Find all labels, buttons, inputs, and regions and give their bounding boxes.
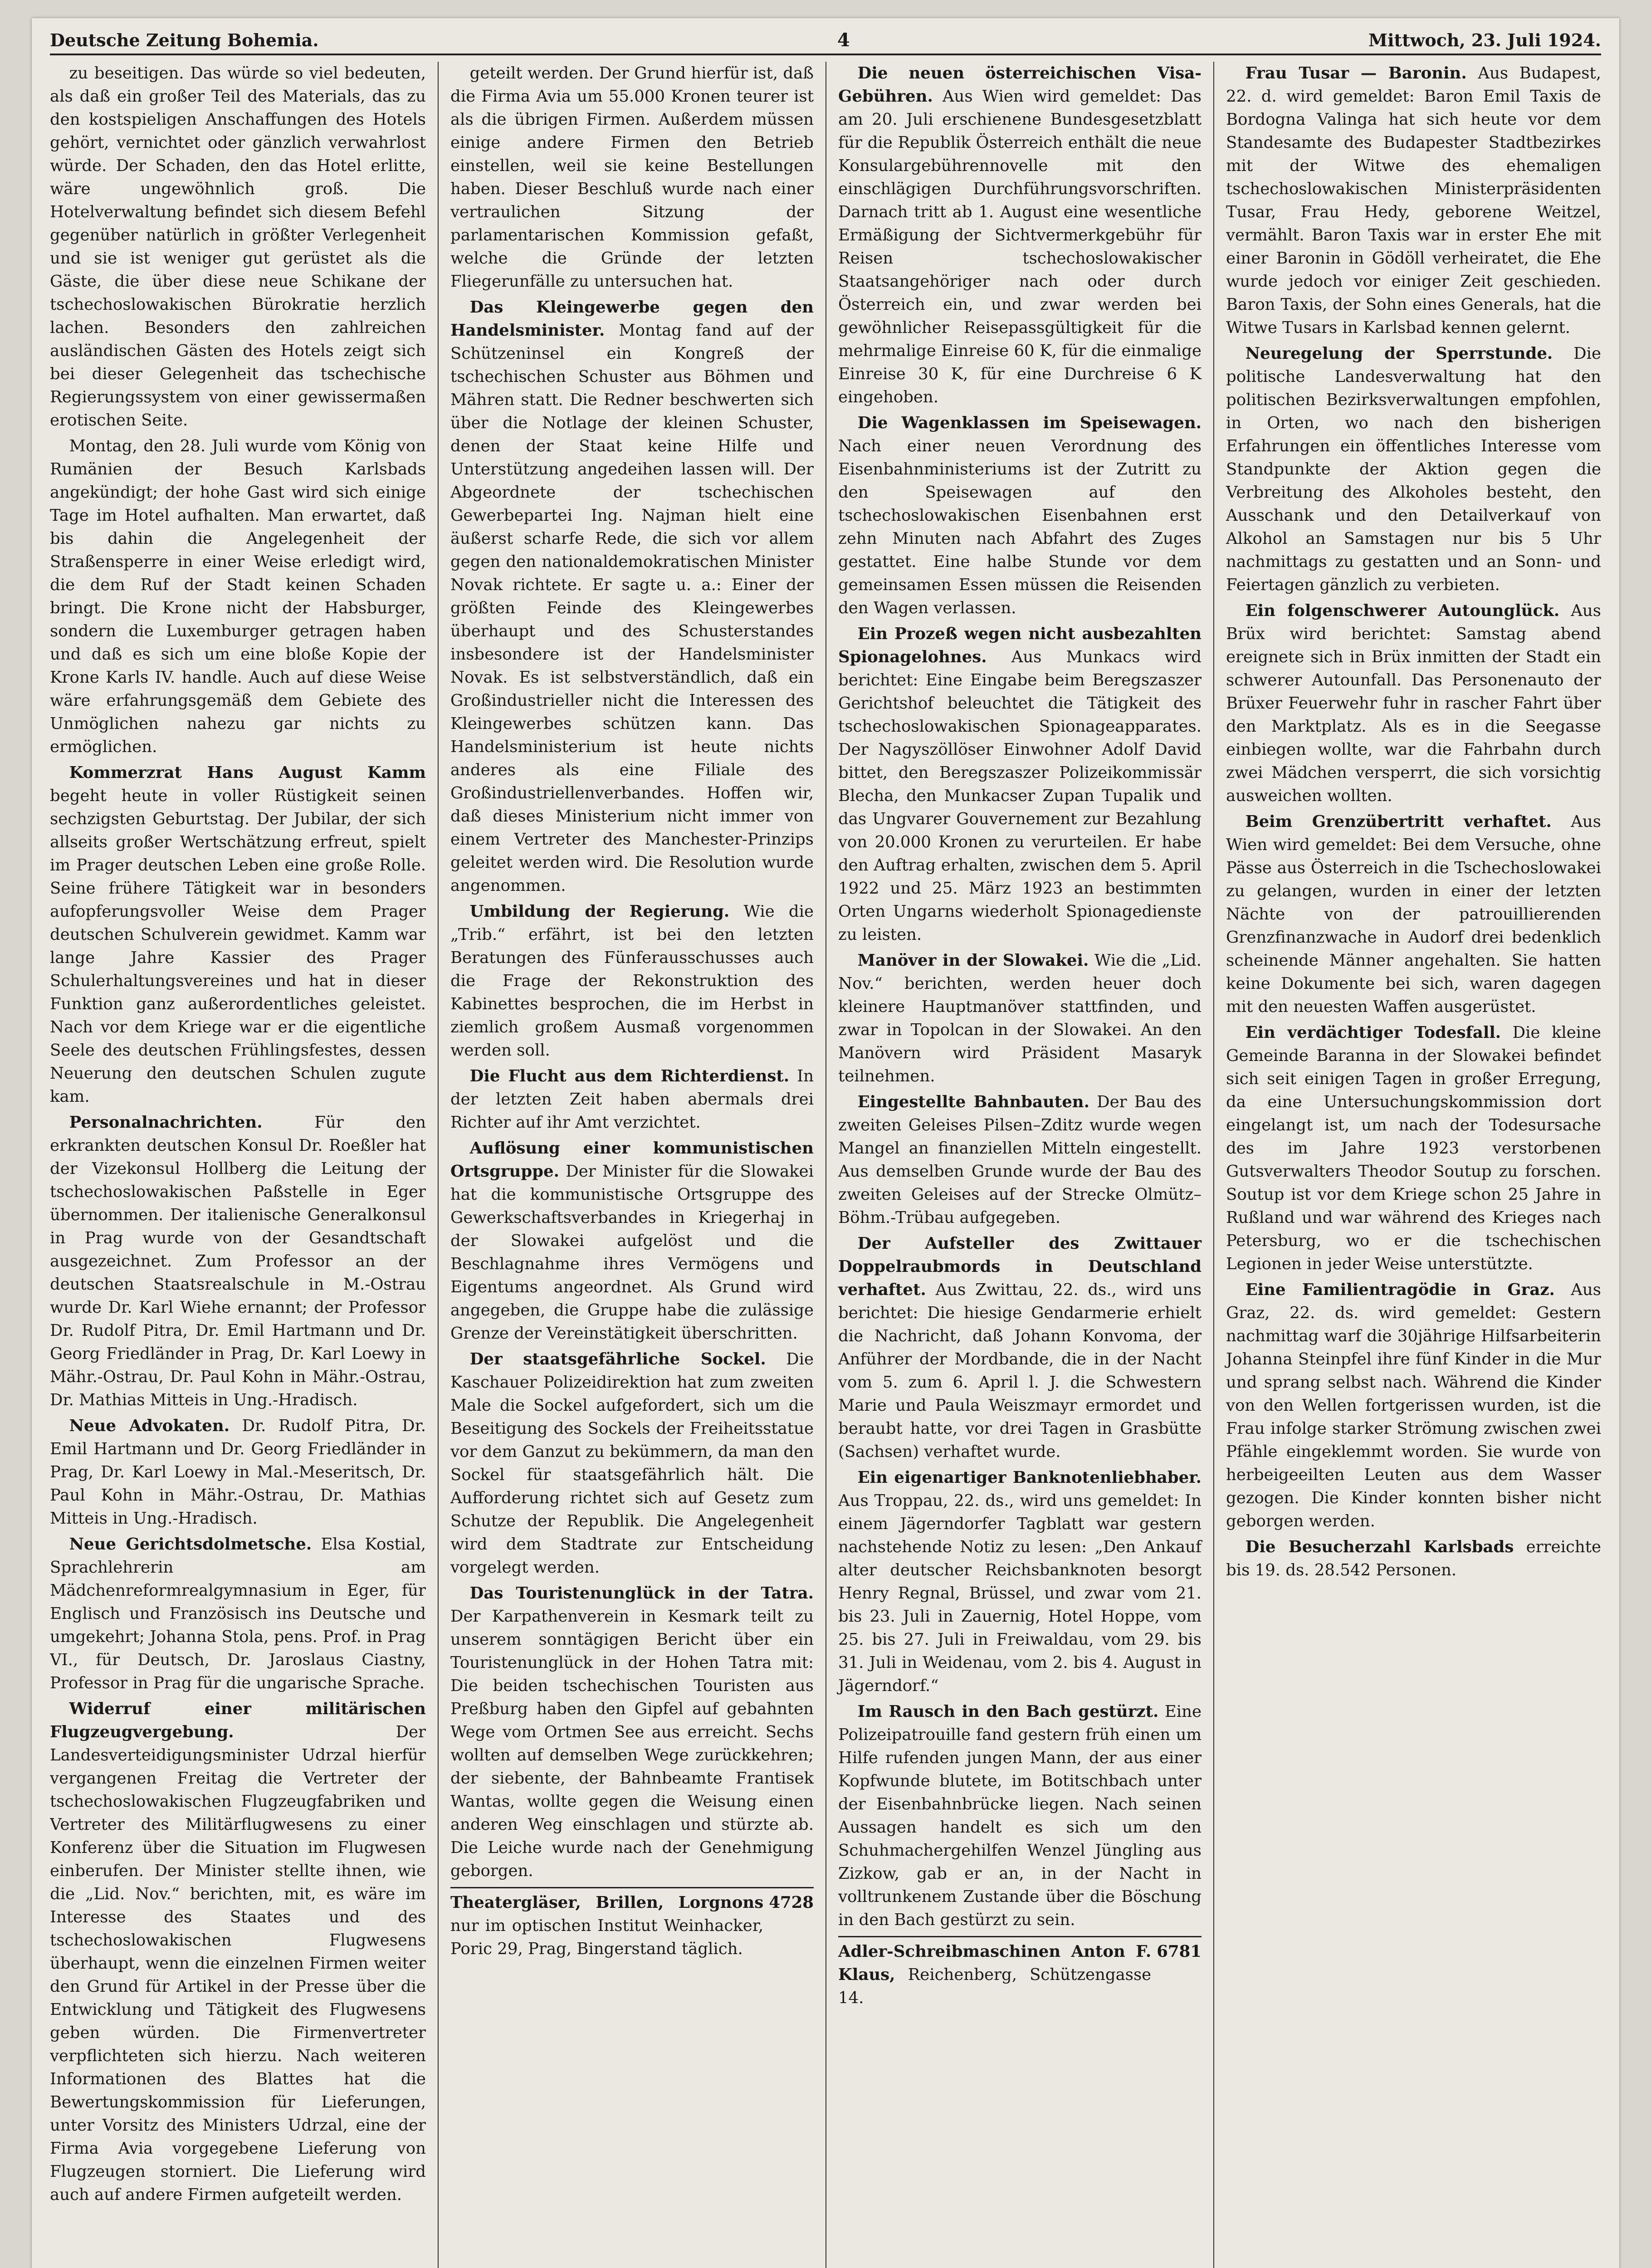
article [1226,1021,1601,1276]
article-text: erreichte bis 19. ds. 28.542 Personen. [1226,1538,1601,1579]
article [450,1582,814,1882]
article-text: geteilt werden. Der Grund hierfür ist, daß die Firma Avia um 55.000 Kronen teurer ist als die übrigen Firmen. Außerdem müssen einige andere Firmen den Betrieb einstellen, weil sie keine Bestellungen haben. Dieser Beschluß wurde nach einer vertraulichen Sitzung der parlamentarischen Kommission gefaßt, welche die Gründe der letzten Fliegerunfälle zu untersuchen hat. [450,64,814,291]
article [1226,599,1601,807]
newspaper-page [32,18,1619,2268]
article-text: Aus Troppau, 22. ds., wird uns gemeldet: In einem Jägerndorfer Tagblatt war gestern nachstehende Notiz zu lesen: „Den Ankauf alter deutscher Reichsbanknoten besorgt Henry Regnal, Brüssel, und zwar vom 21. bis 23. Juli in Zauernig, Hotel Hoppe, vom 25. bis 27. Juli in Freiwaldau, vom 29. bis 31. Juli in Weidenau, vom 2. bis 4. August in Jägerndorf.“ [838,1491,1202,1695]
article-heading: Die neuen österreichischen Visa-Gebühren. [838,64,1202,106]
article-heading: Eingestellte Bahnbauten. [857,1093,1089,1111]
article [838,1232,1202,1463]
article [838,949,1202,1088]
article-text: zu beseitigen. Das würde so viel bedeuten, als daß ein großer Teil des Materials, das zu den kostspieligen Anschaffungen des Hotels gehört, vernichtet oder gänzlich verwahrlost würde. Der Schaden, den das Hotel erlitte, wäre ungewöhnlich groß. Die Hotelverwaltung befindet sich diesem Befehl gegenüber natürlich in größter Verlegenheit und sie ist weniger gut gerüstet als die Gäste, die über diese neue Schikane der tschechoslowakischen Bürokratie herzlich lachen. Besonders den zahlreichen ausländischen Gästen des Hotels zeigt sich bei dieser Gelegenheit das tschechische Regierungssystem von einer gewissermaßen erotischen Seite. [50,64,426,430]
article-text: Dr. Rudolf Pitra, Dr. Emil Hartmann und Dr. Georg Friedländer in Prag, Dr. Karl Loewy in Mal.-Meseritsch, Dr. Paul Kohn in Mähr.-Ostrau, Dr. Mathias Mitteis in Ung.-Hradisch. [50,1417,426,1528]
article-heading: Ein folgenschwerer Autounglück. [1245,601,1560,620]
article-heading: Neue Gerichtsdolmetsche. [69,1535,312,1554]
article-text: Montag, den 28. Juli wurde vom König von Rumänien der Besuch Karlsbads angekündigt; der hohe Gast wird sich einige Tage im Hotel aufhalten. Man erwartet, daß bis dahin die Angelegenheit der Straßensperre in einer Weise erledigt wird, die dem Ruf der Stadt keinen Schaden bringt. Die Krone nicht der Habsburger, sondern die Luxemburger getragen haben und daß es sich um eine bloße Kopie der Krone Karls IV. handle. Auch auf diese Weise wäre erfahrungsgemäß dem Gebiete des Unmöglichen nahezu gar nichts zu ermöglichen. [50,437,426,756]
article [50,1533,426,1695]
article-heading: Personalnachrichten. [69,1113,263,1132]
text-columns [50,62,1601,2268]
article-heading: Adler-Schreibmaschinen Anton F. Klaus, [838,1942,1152,1984]
article-text: Der Minister für die Slowakei hat die kommunistische Ortsgruppe des Gewerkschaftsverbandes in Kriegerhaj in der Slowakei aufgelöst und die Beschlagnahme ihres Vermögens und Eigentums angeordnet. Als Grund wird angegeben, die Gruppe habe die zulässige Grenze der Vereinstätigkeit überschritten. [450,1162,814,1343]
article-text: Nach einer neuen Verordnung des Eisenbahnministeriums ist der Zutritt zu den Speisewagen auf den tschechoslowakischen Eisenbahnen erst zehn Minuten nach Abfahrt des Zuges gestattet. Eine halbe Stunde vor dem gemeinsamen Essen müssen die Reisenden den Wagen verlassen. [838,437,1202,617]
article [450,900,814,1062]
article [50,1414,426,1530]
article-text: Der Landesverteidigungsminister Udrzal hierfür vergangenen Freitag die Vertreter der tschechoslowakischen Flugzeugfabriken und Vertreter des Militärflugwesens zu einer Konferenz über die Situation im Flugwesen einberufen. Der Minister stellte ihnen, wie die „Lid. Nov.“ berichten, mit, es wäre im Interesse des Staates und des tschechoslowakischen Flugwesens überhaupt, wenn die einzelnen Firmen weiter den Grund für Artikel in der Presse über die Entwicklung und Tätigkeit des Flugwesens geben würden. Die Firmenvertreter verpflichteten sich hierzu. Nach weiteren Informationen des Blattes hat die Bewertungskommission für Lieferungen, unter Vorsitz des Ministers Udrzal, eine der Firma Avia vorgegebene Lieferung von Flugzeugen storniert. Die Lieferung wird auch auf andere Firmen aufgeteilt werden. [50,1723,426,2204]
column-2 [438,62,826,2268]
article-heading: Neuregelung der Sperrstunde. [1245,344,1553,363]
article-text: In der letzten Zeit haben abermals drei Richter auf ihr Amt verzichtet. [450,1067,814,1132]
article-text: Aus Budapest, 22. d. wird gemeldet: Baron Emil Taxis de Bordogna Valinga hat sich heute vor dem Standesamte des Budapester Stadtbezirkes mit der Witwe des ehemaligen tschechoslowakischen Ministerpräsidenten Tusar, Frau Hedy, geborene Weitzel, vermählt. Baron Taxis war in erster Ehe mit einer Baronin in Gödöll verheiratet, die Ehe wurde jedoch vor einiger Zeit geschieden. Baron Taxis, der Sohn eines Generals, hat die Witwe Tusars in Karlsbad kennen gelernt. [1226,64,1601,337]
article [450,62,814,293]
article-heading: Auflösung einer kommunistischen Ortsgruppe. [450,1139,814,1181]
article-text: Aus Wien wird gemeldet: Das am 20. Juli erschienene Bundesgesetzblatt für die Republik Österreich enthält die neue Konsulargebührennovelle mit den einschlägigen Durchführungsvorschriften. Darnach tritt ab 1. August eine wesentliche Ermäßigung der Sichtvermerkgebühr für Reisen tschechoslowakischer Staatsangehöriger nach oder durch Österreich ein, und zwar werden bei gewöhnlicher Reisepassgültigkeit für die mehrmalige Einreise 60 K, für die einmalige Einreise 30 K, für eine Durchreise 6 K eingehoben. [838,87,1202,406]
article-text: Die politische Landesverwaltung hat den politischen Bezirksverwaltungen empfohlen, in Orten, wo nach den bisherigen Erfahrungen ein öffentliches Interesse vom Standpunkte der Aktion gegen die Verbreitung des Alkoholes besteht, den Ausschank und den Detailverkauf von Alkohol an Samstagen nur bis 5 Uhr nachmittags zu gestatten und an Sonn- und Feiertagen gänzlich zu verbieten. [1226,344,1601,594]
article [1226,1278,1601,1533]
article [450,296,814,897]
article-heading: Neue Advokaten. [69,1417,230,1435]
newspaper-title: Deutsche Zeitung Bohemia. [50,29,319,50]
article-text: begeht heute in voller Rüstigkeit seinen sechzigsten Geburtstag. Der Jubilar, der sich allseits großer Wertschätzung erfreut, spielt im Prager deutschen Leben eine große Rolle. Seine frühere Tätigkeit war in besonders aufopferungsvoller Weise dem Prager deutschen Schulverein gewidmet. Kamm war lange Jahre Kassier des Prager Schulerhaltungsvereines und hat in dieser Funktion ganz außerordentliches geleistet. Nach vor dem Kriege war er die eigentliche Seele des deutschen Frühlingsfestes, dessen Neuerung den deutschen Schulen zugute kam. [50,787,426,1106]
article [50,435,426,758]
article-heading: Ein eigenartiger Banknotenliebhaber. [857,1468,1202,1487]
column-3 [826,62,1213,2268]
article [838,1466,1202,1697]
article [50,62,426,432]
column-1 [50,62,438,2268]
article-text: Wie die „Trib.“ erfährt, ist bei den letzten Beratungen des Fünferausschusses auch die Frage der Rekonstruktion des Kabinettes besprochen, die im Herbst in ziemlich großem Ausmaß vorgenommen werden soll. [450,902,814,1060]
article-text: Der Bau des zweiten Geleises Pilsen–Zditz wurde wegen Mangel an finanziellen Mitteln eingestellt. Aus demselben Grunde wurde der Bau des zweiten Geleises auf der Strecke Olmütz–Böhm.-Trübau aufgegeben. [838,1093,1202,1227]
article-heading: Widerruf einer militärischen Flugzeugvergebung. [50,1700,426,1741]
article-text: Montag fand auf der Schützeninsel ein Kongreß der tschechischen Schuster aus Böhmen und Mähren statt. Die Redner beschwerten sich über die Notlage der kleinen Schuster, denen der Staat keine Hilfe und Unterstützung angedeihen lassen will. Der Abgeordnete der tschechischen Gewerbepartei Ing. Najman hielt eine äußerst scharfe Rede, die sich vor allem gegen den nationaldemokratischen Minister Novak richtete. Er sagte u. a.: Einer der größten Feinde des Kleingewerbes überhaupt und des Schusterstandes insbesondere ist der Handelsminister Novak. Es ist selbstverständlich, daß ein Großindustrieller nicht die Interessen des Kleingewerbes schützen kann. Das Handelsministerium ist heute nichts anderes als eine Filiale des Großindustriellenverbandes. Hoffen wir, daß dieses Ministerium nicht immer von einem Vertreter des Manchester-Prinzips geleitet werden wird. Die Resolution wurde angenommen. [450,321,814,895]
article-heading: Das Touristenunglück in der Tatra. [469,1584,814,1603]
article-text: Aus Wien wird gemeldet: Bei dem Versuche, ohne Pässe aus Österreich in die Tschechoslowakei zu gelangen, wurden in einer der letzten Nächte von der patrouillierenden Grenzfinanzwache in Audorf drei bedenklich scheinende Männer angehalten. Sie hatten keine Dokumente bei sich, waren dagegen mit den neuesten Waffen ausgerüstet. [1226,812,1601,1016]
article [450,1137,814,1345]
article [1226,342,1601,596]
article-text: Aus Brüx wird berichtet: Samstag abend ereignete sich in Brüx inmitten der Stadt ein schwerer Autounfall. Das Personenauto der Brüxer Feuerwehr fuhr in rascher Fahrt über den Marktplatz. Als es in die Seegasse einbiegen wollte, war die Fahrbahn durch zwei Mädchen versperrt, die sich vorsichtig ausweichen wollten. [1226,601,1601,805]
article-heading: Der staatsgefährliche Sockel. [469,1350,766,1369]
article-heading: Theatergläser, Brillen, Lorgnons [450,1893,764,1912]
article [1226,1535,1601,1582]
article-text: Aus Graz, 22. ds. wird gemeldet: Gestern nachmittag warf die 30jährige Hilfsarbeiterin Johanna Steinpfel ihre fünf Kinder in die Mur und sprang selbst nach. Während die Kinder von den Wellen fortgerissen wurden, ist die Frau infolge starker Strömung zwischen zwei Pfähle eingeklemmt worden. Sie wurde von herbeigeeilten Leuten aus dem Wasser gezogen. Die Kinder konnten bisher nicht geborgen werden. [1226,1281,1601,1530]
column-4 [1213,62,1601,2268]
article [838,1090,1202,1229]
article [1226,810,1601,1018]
article-text: Elsa Kostial, Sprachlehrerin am Mädchenreformrealgymnasium in Eger, für Englisch und Französisch ins Deutsche und umgekehrt; Johanna Stola, pens. Prof. in Prag VI., für Deutsch, Dr. Jaroslaus Ciastny, Professor in Prag für die ungarische Sprache. [50,1535,426,1692]
article-heading: Frau Tusar — Baronin. [1245,64,1467,83]
article-text: Aus Zwittau, 22. ds., wird uns berichtet: Die hiesige Gendarmerie erhielt die Nachricht, daß Johann Konvoma, der Anführer der Mordbande, die in der Nacht vom 5. zum 6. April l. J. die Schwestern Marie und Paula Weiszmayr ermordet und beraubt hatte, vor drei Tagen in Grasbütte (Sachsen) verhaftet wurde. [838,1281,1202,1461]
article [50,761,426,1108]
article-heading: Das Kleingewerbe gegen den Handelsminister. [450,298,814,340]
article [450,1065,814,1134]
advertisement [838,1936,1202,2009]
article [838,62,1202,409]
issue-date: Mittwoch, 23. Juli 1924. [1368,29,1601,50]
article-text: Die Kaschauer Polizeidirektion hat zum zweiten Male die Sockel aufgefordert, sich um die Beseitigung des Sockels der Freiheitsstatue vor dem Ganzut zu bekümmern, da man den Sockel für staatsgefährlich hält. Die Aufforderung richtet sich auf Gesetz zum Schutze der Republik. Die Angelegenheit wird dem Stadtrate zur Entscheidung vorgelegt werden. [450,1350,814,1577]
page-number: 4 [837,29,850,51]
article-heading: Im Rausch in den Bach gestürzt. [857,1702,1159,1721]
article [838,1700,1202,1931]
article [450,1348,814,1579]
article [50,1111,426,1412]
article [50,1697,426,2206]
article-heading: Ein verdächtiger Todesfall. [1245,1023,1501,1042]
article [1226,62,1601,339]
ad-code: 6781 [1157,1942,1202,1961]
advertisement [450,1887,814,1960]
article [838,411,1202,620]
article-heading: Umbildung der Regierung. [469,902,730,921]
article-heading: Die Flucht aus dem Richterdienst. [469,1067,790,1085]
article-heading: Manöver in der Slowakei. [857,951,1089,970]
article-text: nur im optischen Institut Weinhacker, Poric 29, Prag, Bingerstand täglich. [450,1916,764,1958]
article-text: Die kleine Gemeinde Baranna in der Slowakei befindet sich seit einigen Tagen in großer Erregung, da eine Untersuchungskommission dort eingelangt ist, um nach der Todesursache des im Jahre 1923 verstorbenen Gutsverwalters Theodor Soutup zu forschen. Soutup ist vor dem Kriege schon 25 Jahre in Rußland und war während des Krieges nach Petersburg, wo er die tschechischen Legionen in jeder Weise unterstützte. [1226,1023,1601,1273]
article-heading: Der Aufsteller des Zwittauer Doppelraubmords in Deutschland verhaftet. [838,1234,1202,1299]
article-text: Wie die „Lid. Nov.“ berichten, werden heuer doch kleinere Hauptmanöver stattfinden, und zwar in Topolcan in der Slowakei. An den Manövern wird Präsident Masaryk teilnehmen. [838,951,1202,1085]
article-text: Für den erkrankten deutschen Konsul Dr. Roeßler hat der Vizekonsul Hollberg die Leitung der tschechoslowakischen Paßstelle in Eger übernommen. Der italienische Generalkonsul in Prag wurde von der Gesandtschaft ausgezeichnet. Zum Professor an der deutschen Staatsrealschule in M.-Ostrau wurde Dr. Karl Wiehe ernannt; der Professor Dr. Rudolf Pitra, Dr. Emil Hartmann und Dr. Georg Friedländer in Prag, Dr. Karl Loewy in Mähr.-Ostrau, Dr. Paul Kohn in Mähr.-Ostrau, Dr. Mathias Mitteis in Ung.-Hradisch. [50,1113,426,1409]
article-text: Aus Munkacs wird berichtet: Eine Eingabe beim Beregszaszer Gerichtshof beleuchtet die Tätigkeit des tschechoslowakischen Spionageapparates. Der Nagyszöllöser Einwohner Adolf David bittet, den Beregszaszer Polizeikommissär Blecha, den Munkacser Zupan Tupalik und das Ungvarer Gouvernement zur Bezahlung von 20.000 Kronen zu verurteilen. Er habe den Auftrag erhalten, zwischen dem 5. April 1922 und 25. März 1923 an bestimmten Orten Ungarns wiederholt Spionagedienste zu leisten. [838,648,1202,944]
article-text: Eine Polizeipatrouille fand gestern früh einen um Hilfe rufenden jungen Mann, der aus einer Kopfwunde blutete, im Botitschbach unter der Eisenbahnbrücke liegen. Nach seinen Aussagen handelt es sich um den Schuhmachergehilfen Wenzel Jüngling aus Zizkow, gab er an, in der Nacht in volltrunkenem Zustande über die Böschung in den Bach gestürzt zu sein. [838,1702,1202,1929]
article [838,622,1202,946]
ad-code: 4728 [769,1893,814,1912]
article-heading: Die Besucherzahl Karlsbads [1245,1538,1514,1556]
article-text: Reichenberg, Schützengasse 14. [838,1965,1152,2007]
article-heading: Kommerzrat Hans August Kamm [69,763,426,782]
page-header [50,26,1601,55]
article-heading: Die Wagenklassen im Speisewagen. [857,414,1202,432]
article-heading: Beim Grenzübertritt verhaftet. [1245,812,1552,831]
article-text: Der Karpathenverein in Kesmark teilt zu unserem sonntägigen Bericht über ein Touristenunglück in der Hohen Tatra mit: Die beiden tschechischen Touristen aus Preßburg haben den Gipfel auf gebahnten Wege vom Ortmen See aus erreicht. Sechs wollten auf demselben Wege zurückkehren; der siebente, der Bahnbeamte Frantisek Wantas, wollte gegen die Weisung einen anderen Weg einschlagen und stürzte ab. Die Leiche wurde nach der Genehmigung geborgen. [450,1607,814,1880]
article-heading: Ein Prozeß wegen nicht ausbezahlten Spionagelohnes. [838,625,1202,666]
article-heading: Eine Familientragödie in Graz. [1245,1281,1555,1299]
